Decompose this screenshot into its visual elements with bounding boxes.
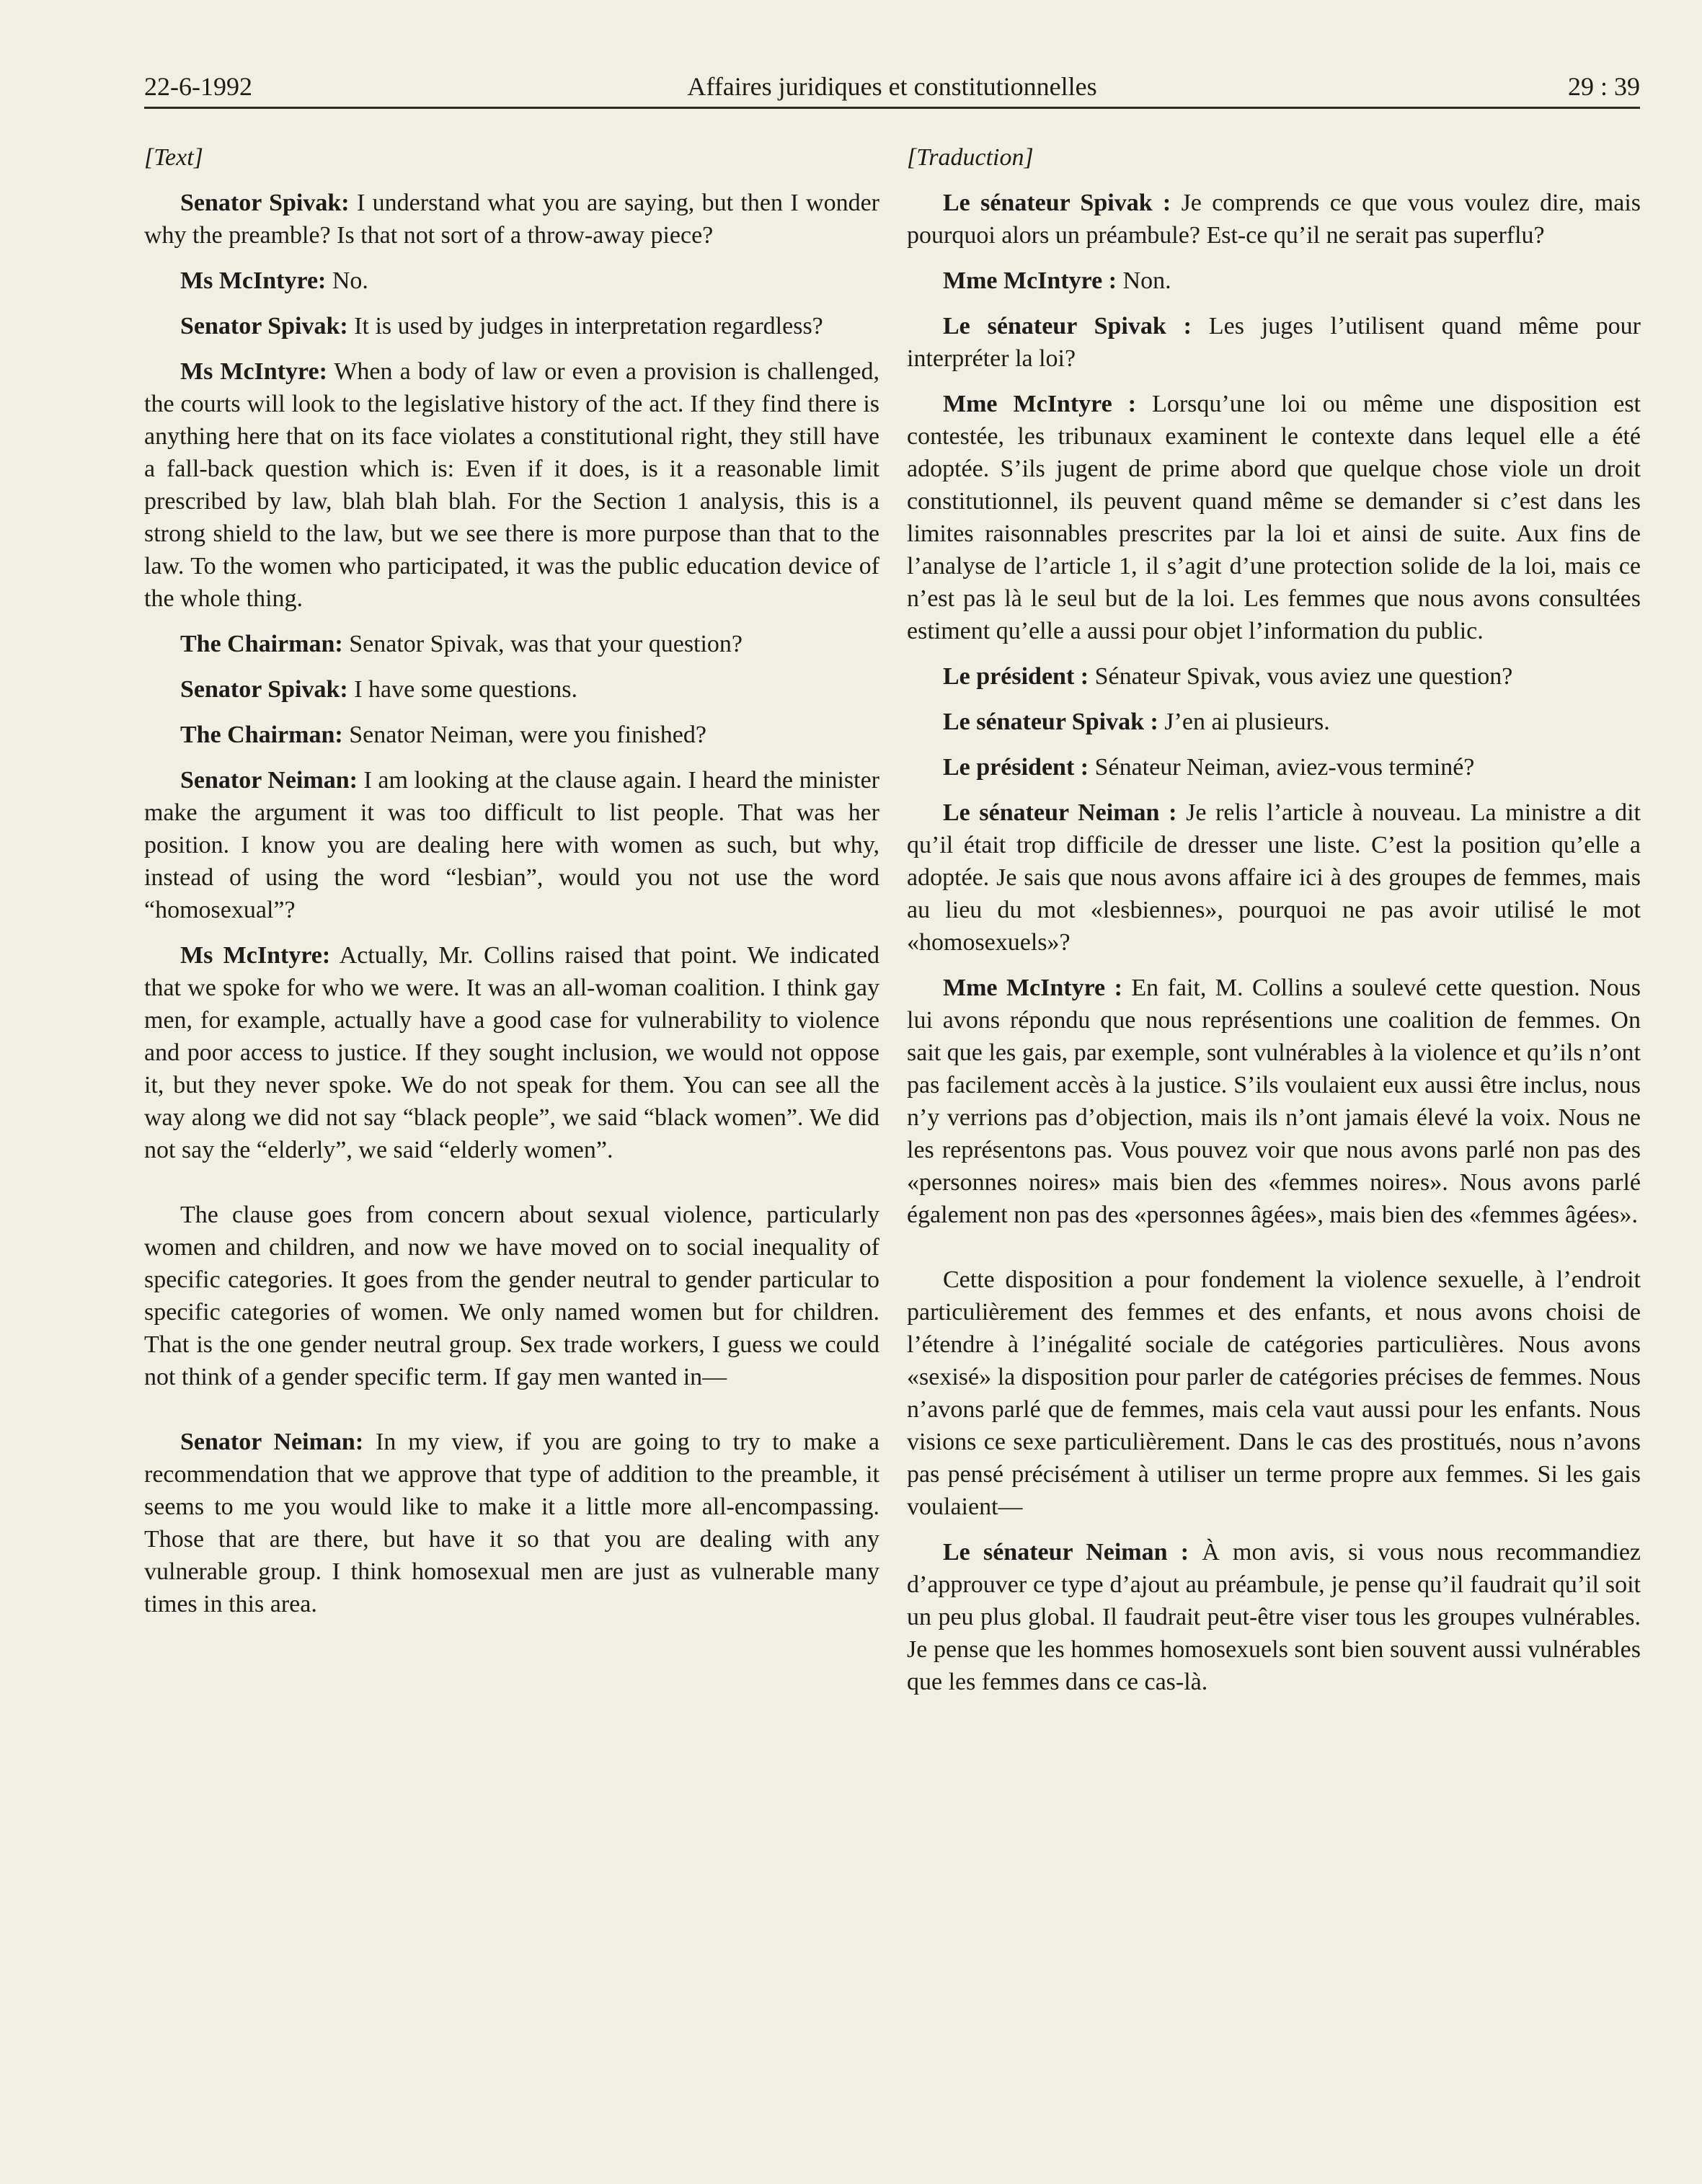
paragraph-text: No. <box>326 267 368 294</box>
french-paragraph <box>907 265 1641 297</box>
paragraph-text: The clause goes from concern about sexual violence, particularly women and children, and now we have moved on to social inequality of specific categories. It goes from the gender neutral to gender particular to specific categories of women. We only named women but for children. That is the one gender neutral group. Sex trade workers, I guess we could not think of a gender specific term. If gay men wanted in— <box>144 1202 879 1390</box>
speaker-name: Senator Spivak: <box>180 313 348 339</box>
french-paragraph <box>907 706 1641 738</box>
speaker-name: The Chairman: <box>180 631 343 657</box>
paragraph-text: Je relis l’article à nouveau. La ministre a dit qu’il était trop difficile de dresser une liste. C’est la position qu’elle a adoptée. Je sais que nous avons affaire ici à des groupes de femmes, mais au lieu du mot «lesbiennes», pourquoi ne pas avoir utilisé le mot «homosexuels»? <box>907 799 1641 956</box>
french-paragraph <box>907 972 1641 1231</box>
paragraph-text: Sénateur Neiman, aviez-vous terminé? <box>1089 754 1475 781</box>
paragraph-text: Lorsqu’une loi ou même une disposition est contestée, les tribunaux examinent le contexte dans lequel elle a été adoptée. S’ils jugent de prime abord que quelque chose viole un droit constitutionnel, ils peuvent quand même se demander si c’est dans les limites raisonnables prescrites par la loi et ainsi de suite. Aux fins de l’analyse de l’article 1, il s’agit d’une protection solide de la loi, mais ce n’est pas là le seul but de la loi. Les femmes que nous avons consultées estiment qu’elle a aussi pour objet l’information du public. <box>907 391 1641 644</box>
speaker-name: Ms McIntyre: <box>180 942 331 969</box>
french-paragraph <box>907 187 1641 252</box>
paragraph-text: À mon avis, si vous nous recommandiez d’approuver ce type d’ajout au préambule, je pense qu’il faudrait qu’il soit un peu plus global. Il faudrait peut-être viser tous les groupes vulnérables. Je pense que les hommes homosexuels sont bien souvent aussi vulnérables que les femmes dans ce cas-là. <box>907 1539 1641 1695</box>
paragraph-text: Non. <box>1117 267 1171 294</box>
paragraph-text: In my view, if you are going to try to make a recommendation that we approve that type of addition to the preamble, it seems to me you would like to make it a little more all-encompassing. Those that are there, but have it so that you are dealing with any vulnerable group. I think homosexual men are just as vulnerable many times in this area. <box>144 1429 879 1617</box>
english-language-label: [Text] <box>144 144 203 171</box>
speaker-name: Mme McIntyre : <box>943 975 1122 1001</box>
speaker-name: Mme McIntyre : <box>943 391 1137 417</box>
speaker-name: Le sénateur Neiman : <box>943 1539 1189 1566</box>
english-paragraph <box>144 939 879 1166</box>
speaker-name: The Chairman: <box>180 722 343 748</box>
french-paragraph <box>907 751 1641 784</box>
french-paragraph <box>907 660 1641 693</box>
speaker-name: Le sénateur Spivak : <box>943 709 1158 735</box>
french-paragraph <box>907 796 1641 959</box>
header-title: Affaires juridiques et constitutionnelles <box>687 72 1097 101</box>
speaker-name: Senator Neiman: <box>180 767 358 794</box>
speaker-name: Ms McIntyre: <box>180 267 327 294</box>
speaker-name: Senator Neiman: <box>180 1429 364 1455</box>
paragraph-text: When a body of law or even a provision is challenged, the courts will look to the legislative history of the act. If they find there is anything here that on its face violates a constitutional right, they still have a fall-back question which is: Even if it does, is it a reasonable limit prescribed by law, blah blah blah. For the Section 1 analysis, this is a strong shield to the law, but we see there is more purpose than that to the law. To the women who participated, it was the public education device of the whole thing. <box>144 358 879 612</box>
paragraph-text: I have some questions. <box>347 676 577 703</box>
header-date: 22-6-1992 <box>144 72 252 101</box>
paragraph-text: I am looking at the clause again. I heard the minister make the argument it was too difficult to list people. That was her position. I know you are dealing here with women as such, but why, instead of using the word “lesbian”, would you not use the word “homosexual”? <box>144 767 879 923</box>
paragraph-text: I understand what you are saying, but then I wonder why the preamble? Is that not sort of a throw-away piece? <box>144 190 879 249</box>
header-page-number: 29 : 39 <box>1567 72 1640 101</box>
english-paragraph <box>144 719 879 751</box>
speaker-name: Le sénateur Spivak : <box>943 190 1171 216</box>
paragraph-text: Senator Neiman, were you finished? <box>342 722 706 748</box>
english-paragraph <box>144 673 879 706</box>
french-column <box>907 141 1641 1698</box>
paragraph-text: Je comprends ce que vous voulez dire, mais pourquoi alors un préambule? Est-ce qu’il ne serait pas superflu? <box>907 190 1641 249</box>
english-paragraph <box>144 1426 879 1620</box>
paragraph-text: Senator Spivak, was that your question? <box>342 631 743 657</box>
english-paragraph <box>144 265 879 297</box>
paragraph-text: It is used by judges in interpretation regardless? <box>347 313 823 339</box>
speaker-name: Ms McIntyre: <box>180 358 327 385</box>
french-paragraph <box>907 1264 1641 1523</box>
french-language-label: [Traduction] <box>907 144 1034 171</box>
english-paragraph <box>144 187 879 252</box>
english-paragraph <box>144 1199 879 1393</box>
french-paragraph <box>907 1536 1641 1698</box>
english-paragraph <box>144 764 879 926</box>
paragraph-text: Sénateur Spivak, vous aviez une question? <box>1089 663 1513 690</box>
speaker-name: Le président : <box>943 663 1089 690</box>
paragraph-text: Les juges l’utilisent quand même pour interpréter la loi? <box>907 313 1641 372</box>
paragraph-text: Cette disposition a pour fondement la violence sexuelle, à l’endroit particulièrement des femmes et des enfants, et nous avons choisi de l’étendre à l’inégalité sociale de catégories particulières. Nous avons «sexisé» la disposition pour parler de catégories précises de femmes. Nous n’avons parlé que de femmes, mais cela vaut aussi pour les enfants. Nous visions ce sexe particulièrement. Dans le cas des prostitués, nous n’avons pas pensé précisément à utiliser un terme propre aux femmes. Si les gais voulaient— <box>907 1266 1641 1520</box>
paragraph-text: En fait, M. Collins a soulevé cette question. Nous lui avons répondu que nous représentions une coalition de femmes. On sait que les gais, par exemple, sont vulnérables à la violence et qu’ils n’ont pas facilement accès à la justice. S’ils voulaient eux aussi être inclus, nous n’y verrions pas d’objection, mais ils n’ont jamais élevé la voix. Nous ne les représentons pas. Vous pouvez voir que nous avons parlé non pas des «personnes noires» mais bien des «femmes noires». Nous avons parlé également non pas des «personnes âgées», mais bien des «femmes âgées». <box>907 975 1641 1228</box>
speaker-name: Mme McIntyre : <box>943 267 1117 294</box>
english-paragraph <box>144 628 879 660</box>
english-column <box>144 141 879 1620</box>
running-header <box>144 66 1640 109</box>
paragraph-text: Actually, Mr. Collins raised that point. We indicated that we spoke for who we were. It was an all-woman coalition. I think gay men, for example, actually have a good case for vulnerability to violence and poor access to justice. If they sought inclusion, we would not oppose it, but they never spoke. We do not speak for them. You can see all the way along we did not say “black people”, we said “black women”. We did not say the “elderly”, we said “elderly women”. <box>144 942 879 1163</box>
speaker-name: Le sénateur Neiman : <box>943 799 1177 826</box>
speaker-name: Le président : <box>943 754 1089 781</box>
speaker-name: Senator Spivak: <box>180 676 348 703</box>
english-paragraph <box>144 310 879 342</box>
english-paragraph <box>144 355 879 615</box>
speaker-name: Le sénateur Spivak : <box>943 313 1192 339</box>
speaker-name: Senator Spivak: <box>180 190 350 216</box>
french-paragraph <box>907 388 1641 647</box>
paragraph-text: J’en ai plusieurs. <box>1158 709 1330 735</box>
french-paragraph <box>907 310 1641 375</box>
